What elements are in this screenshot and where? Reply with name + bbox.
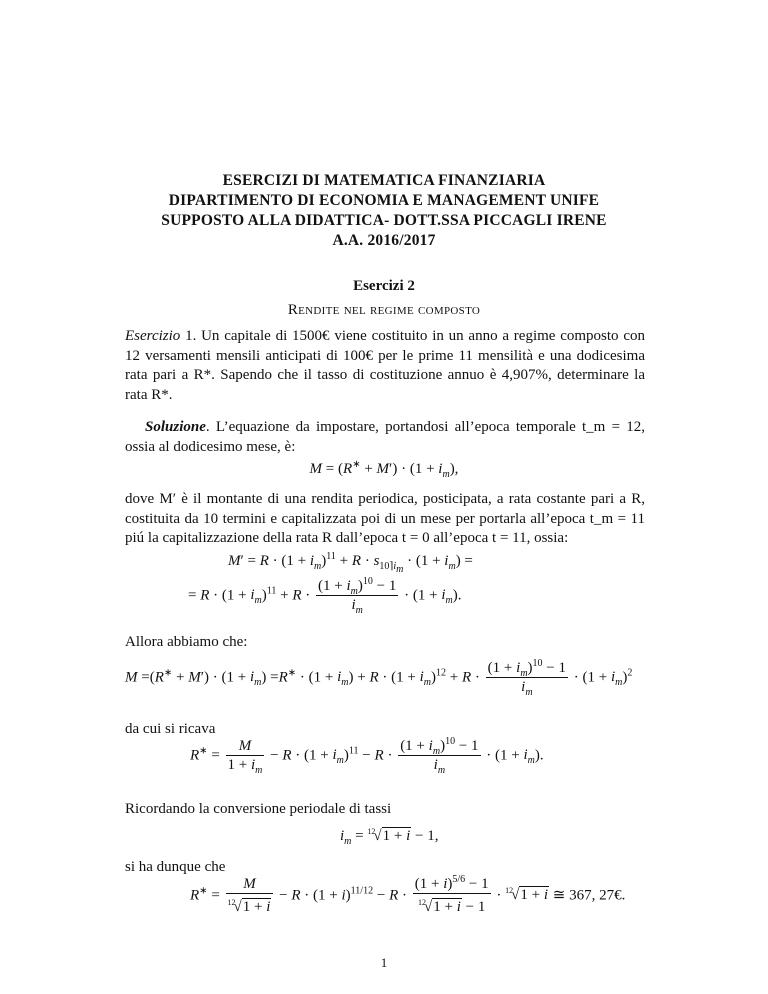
- equation-final: R∗ = $\frac{M}{^{12}√1 + i}$ − $R \cdot (1 + i)^{11/12} - R$ · $\frac{(1 + i)^{5/6} - 1}{^{12}√1 + i - 1}$ · $^{12}$√1 + i ≅ 367, 27€.: [190, 874, 626, 915]
- solution-label: Soluzione: [145, 419, 206, 435]
- equation-1: $M = (R^∗ + M') \cdot (1 + i_m)$,: [309, 459, 459, 480]
- equation-m-expanded: $M =(R^∗ + M') \cdot (1 + i_m) =R^∗ \cdot (1 + i_m) + R \cdot (1 + i_m)^{12} + R$ · $\frac{(1 + i_m)^{10} - 1}{i_m}$ · $(1 + i_m)^2$: [125, 658, 633, 698]
- section-title: Esercizi 2: [353, 278, 415, 294]
- section-subtitle: Rendite nel regime composto: [287, 302, 481, 318]
- da-cui-text: da cui si ricava: [125, 721, 216, 737]
- ricordando-text: Ricordando la conversione periodale di tassi: [125, 801, 392, 817]
- equation-mprime-2: = $R \cdot (1 + i_m)^{11} + R$ · $\frac{(1 + i_m)^{10} - 1}{i_m}$ · $(1 + i_m)$.: [188, 576, 462, 616]
- solution-intro: [125, 418, 645, 457]
- solution-intro-text: L’equazione da impostare, portandosi all’epoca temporale t_m = 12, ossia al dodicesimo mese, è:: [125, 419, 645, 455]
- page-number: 1: [380, 955, 388, 970]
- header-line-1: ESERCIZI DI MATEMATICA FINANZIARIA: [222, 172, 546, 189]
- equation-rstar: R∗ = $\frac{M}{1 + i_m}$ − $R \cdot (1 + i_m)^{11} - R$ · $\frac{(1 + i_m)^{10} - 1}{i_m}$ · $(1 + i_m)$.: [190, 736, 544, 776]
- explanation-paragraph: dove M′ è il montante di una rendita periodica, posticipata, a rata costante pari a R, costituita da 10 termini e capitalizzata poi di un mese per portarla all’epoca t_m = 11 piú la capitalizzazione della rata R dall’epoca t = 0 all’epoca t = 11, ossia:: [125, 491, 645, 546]
- solution-label-dot: .: [205, 419, 216, 435]
- si-ha-text: si ha dunque che: [125, 859, 226, 875]
- exercise-text: Un capitale di 1500€ viene costituito in un anno a regime composto con 12 versamenti mensili anticipati di 100€ per le prime 11 mensilità e una dodicesima rata pari a R*. Sapendo che il tasso di costituzione annuo è 4,907%, determinare la rata R*.: [125, 328, 645, 403]
- header-line-3: SUPPOSTO ALLA DIDATTICA- DOTT.SSA PICCAGLI IRENE: [161, 212, 607, 229]
- equation-mprime-1: $M' = R \cdot (1 + i_m)^{11} + R \cdot s_{10⌉i_m} \cdot (1 + i_m)$ =: [228, 551, 473, 575]
- exercise-label: Esercizio: [125, 328, 181, 344]
- document-header: [60, 171, 708, 251]
- exercise-number: 1.: [185, 328, 197, 344]
- equation-conversion: $i_m = ^{12}√1 + i - 1$,: [340, 827, 439, 847]
- header-line-2: DIPARTIMENTO DI ECONOMIA E MANAGEMENT UNIFE: [168, 192, 600, 209]
- exercise-paragraph: [125, 327, 645, 405]
- header-line-4: A.A. 2016/2017: [332, 232, 436, 249]
- final-result: ≅ 367, 27€.: [552, 887, 626, 904]
- allora-text: Allora abbiamo che:: [125, 634, 248, 650]
